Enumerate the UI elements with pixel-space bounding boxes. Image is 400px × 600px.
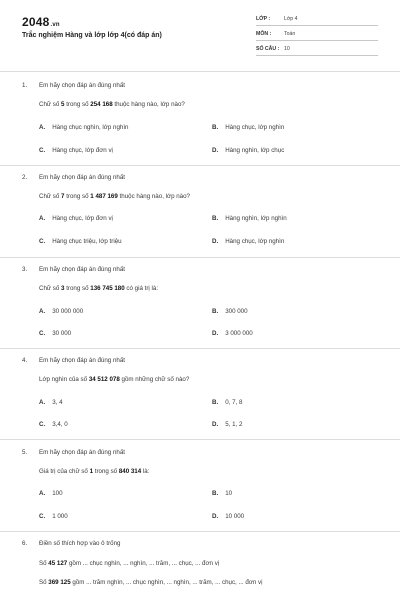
option-c[interactable]: C. 1 000 [39,513,68,520]
divider [0,165,400,166]
fill-in-line[interactable]: Số 45 127 gồm ... chục nghìn, ... nghìn, ... trăm, ... chục, ... đơn vị [39,560,220,567]
option-b[interactable]: B. Hàng nghìn, lớp nghìn [212,215,287,222]
worksheet-header [0,0,400,58]
divider [0,531,400,532]
meta-value: 10 [284,46,290,52]
divider [0,71,400,72]
fill-in-line[interactable]: Số 369 125 gồm ... trăm nghìn, ... chục nghìn, ... nghìn, ... trăm, ... chục, ... đơn vị [39,579,263,586]
question-instruction: Em hãy chọn đáp án đúng nhất [39,266,126,273]
option-c[interactable]: C. Hàng chục triệu, lớp triệu [39,238,122,245]
option-c[interactable]: C. 3,4, 0 [39,421,68,428]
question-stem: Chữ số 5 trong số 254 168 thuộc hàng nào, lớp nào? [39,101,185,108]
divider [0,348,400,349]
option-b[interactable]: B. 0, 7, 8 [212,399,243,406]
question-stem: Chữ số 7 trong số 1 487 169 thuộc hàng nào, lớp nào? [39,193,190,200]
option-c[interactable]: C. Hàng chục, lớp đơn vị [39,147,113,154]
meta-value: Toán [284,31,296,37]
option-d[interactable]: D. 5, 1, 2 [212,421,243,428]
question-number: 2. [22,174,28,181]
option-a[interactable]: A. Hàng chục nghìn, lớp nghìn [39,124,129,131]
question-number: 1. [22,82,28,89]
option-a[interactable]: A. 100 [39,490,63,497]
question-instruction: Điền số thích hợp vào ô trống [39,540,121,547]
meta-subject [256,28,378,41]
meta-value: Lớp 4 [284,16,298,22]
question-instruction: Em hãy chọn đáp án đúng nhất [39,449,126,456]
meta-label: LỚP : [256,16,271,22]
option-d[interactable]: D. Hàng nghìn, lớp chục [212,147,285,154]
meta-label: SỐ CÂU : [256,46,280,52]
meta-grade [256,13,378,26]
worksheet-title: Trắc nghiệm Hàng và lớp lớp 4(có đáp án) [22,32,162,39]
question-stem: Giá trị của chữ số 1 trong số 840 314 là: [39,468,150,475]
option-d[interactable]: D. 10 000 [212,513,245,520]
logo-tld: .vn [50,22,60,28]
option-c[interactable]: C. 30 000 [39,330,72,337]
option-b[interactable]: B. 300 000 [212,308,248,315]
site-logo[interactable] [22,15,60,29]
option-a[interactable]: A. 30 000 000 [39,308,84,315]
question-instruction: Em hãy chọn đáp án đúng nhất [39,174,126,181]
logo-text: 2048 [22,15,50,29]
question-stem: Chữ số 3 trong số 136 745 180 có giá trị là: [39,285,159,292]
option-a[interactable]: A. 3, 4 [39,399,63,406]
question-instruction: Em hãy chọn đáp án đúng nhất [39,82,126,89]
divider [0,257,400,258]
option-a[interactable]: A. Hàng chục, lớp đơn vị [39,215,113,222]
meta-label: MÔN : [256,31,272,37]
option-d[interactable]: D. Hàng chục, lớp nghìn [212,238,285,245]
option-b[interactable]: B. 10 [212,490,233,497]
divider [0,439,400,440]
question-number: 3. [22,266,28,273]
question-instruction: Em hãy chọn đáp án đúng nhất [39,357,126,364]
option-d[interactable]: D. 3 000 000 [212,330,253,337]
question-number: 4. [22,357,28,364]
question-number: 6. [22,540,28,547]
option-b[interactable]: B. Hàng chục, lớp nghìn [212,124,285,131]
question-stem: Lớp nghìn của số 34 512 078 gồm những chữ số nào? [39,376,190,383]
question-number: 5. [22,449,28,456]
meta-question-count [256,43,378,56]
